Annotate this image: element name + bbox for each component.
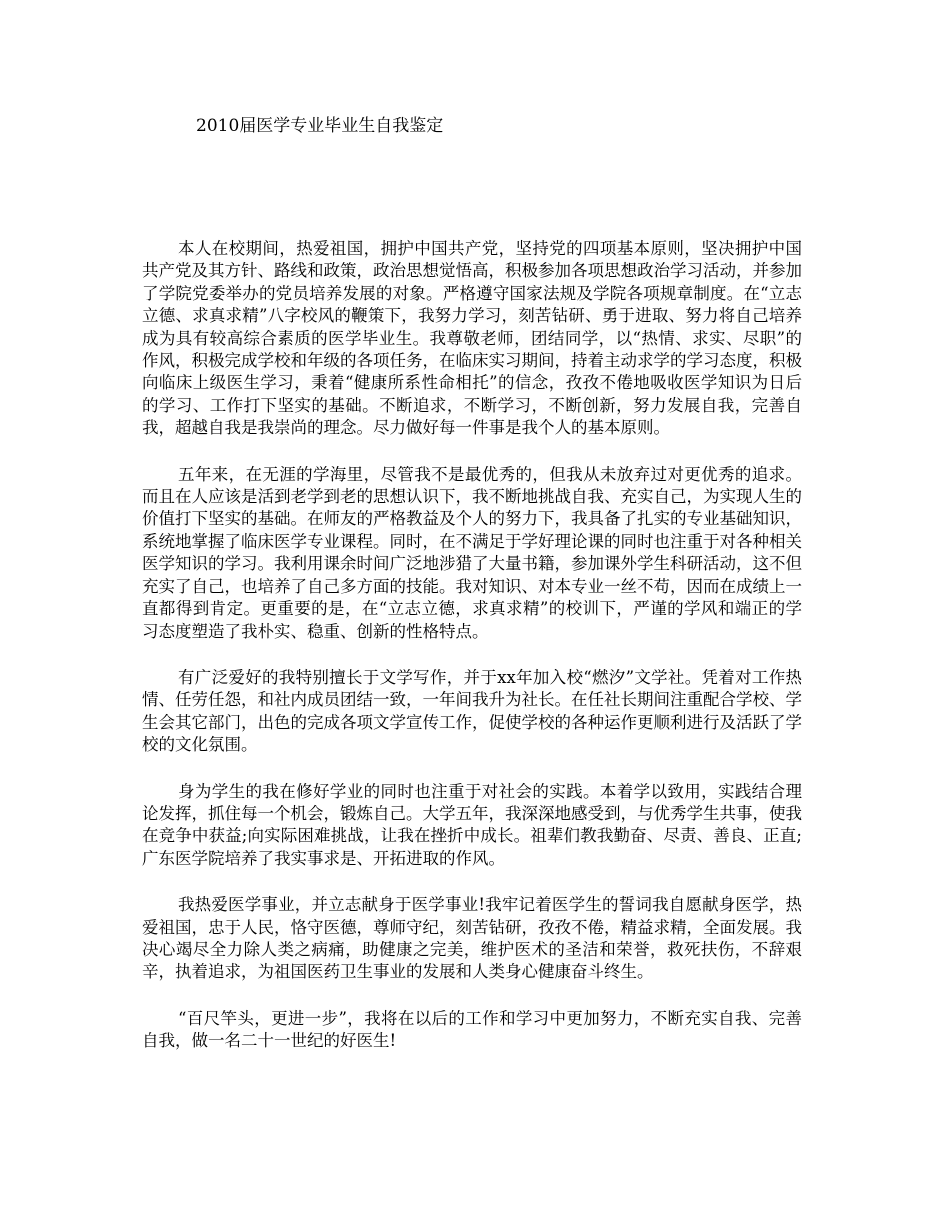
- paragraph-conduct: 本人在校期间，热爱祖国，拥护中国共产党，坚持党的四项基本原则，坚决拥护中国共产党及其方针、路线和政策，政治思想觉悟高，积极参加各项思想政治学习活动，并参加了学院党委举办的党员培养发展的对象。严格遵守国家法规及学院各项规章制度。在“立志立德、求真求精”八字校风的鞭策下，我努力学习，刻苦钻研、勇于进取、努力将自己培养成为具有较高综合素质的医学毕业生。我尊敬老师，团结同学，以“热情、求实、尽职”的作风，积极完成学校和年级的各项任务，在临床实习期间，持着主动求学的学习态度，积极向临床上级医生学习，秉着“健康所系性命相托”的信念，孜孜不倦地吸收医学知识为日后的学习、工作打下坚实的基础。不断追求，不断学习，不断创新，努力发展自我，完善自我，超越自我是我崇尚的理念。尽力做好每一件事是我个人的基本原则。: [142, 239, 802, 438]
- paragraph-literary-club: 有广泛爱好的我特别擅长于文学写作，并于xx年加入校“燃汐”文学社。凭着对工作热情、任劳任怨，和社内成员团结一致，一年间我升为社长。在任社长期间注重配合学校、学生会其它部门，出色的完成各项文学宣传工作，促使学校的各种运作更顺利进行及活跃了学校的文化氛围。: [142, 667, 802, 755]
- document-body: [142, 238, 802, 1077]
- paragraph-social-practice: 身为学生的我在修好学业的同时也注重于对社会的实践。本着学以致用，实践结合理论发挥，抓住每一个机会，锻炼自己。大学五年，我深深地感受到，与优秀学生共事，使我在竞争中获益;向实际困难挑战，让我在挫折中成长。祖辈们教我勤奋、尽责、善良、正直;广东医学院培养了我实事求是、开拓进取的作风。: [142, 781, 802, 868]
- document-title: 2010届医学专业毕业生自我鉴定: [196, 116, 444, 136]
- paragraph-medical-oath: 我热爱医学事业，并立志献身于医学事业!我牢记着医学生的誓词我自愿献身医学，热爱祖国，忠于人民，恪守医德，尊师守纪，刻苦钻研，孜孜不倦，精益求精，全面发展。我决心竭尽全力除人类之病痛，助健康之完美，维护医术的圣洁和荣誉，救死扶伤，不辞艰辛，执着追求，为祖国医药卫生事业的发展和人类身心健康奋斗终生。: [142, 895, 802, 982]
- paragraph-studies: 五年来，在无涯的学海里，尽管我不是最优秀的，但我从未放弃过对更优秀的追求。而且在人应该是活到老学到老的思想认识下，我不断地挑战自我、充实自己，为实现人生的价值打下坚实的基础。在师友的严格教益及个人的努力下，我具备了扎实的专业基础知识，系统地掌握了临床医学专业课程。同时，在不满足于学好理论课的同时也注重于对各种相关医学知识的学习。我利用课余时间广泛地涉猎了大量书籍，参加课外学生科研活动，这不但充实了自己，也培养了自己多方面的技能。我对知识、对本专业一丝不苟，因而在成绩上一直都得到肯定。更重要的是，在“立志立德，求真求精”的校训下，严谨的学风和端正的学习态度塑造了我朴实、稳重、创新的性格特点。: [142, 464, 802, 641]
- paragraph-closing: “百尺竿头，更进一步”，我将在以后的工作和学习中更加努力，不断充实自我、完善自我，做一名二十一世纪的好医生!: [142, 1008, 802, 1051]
